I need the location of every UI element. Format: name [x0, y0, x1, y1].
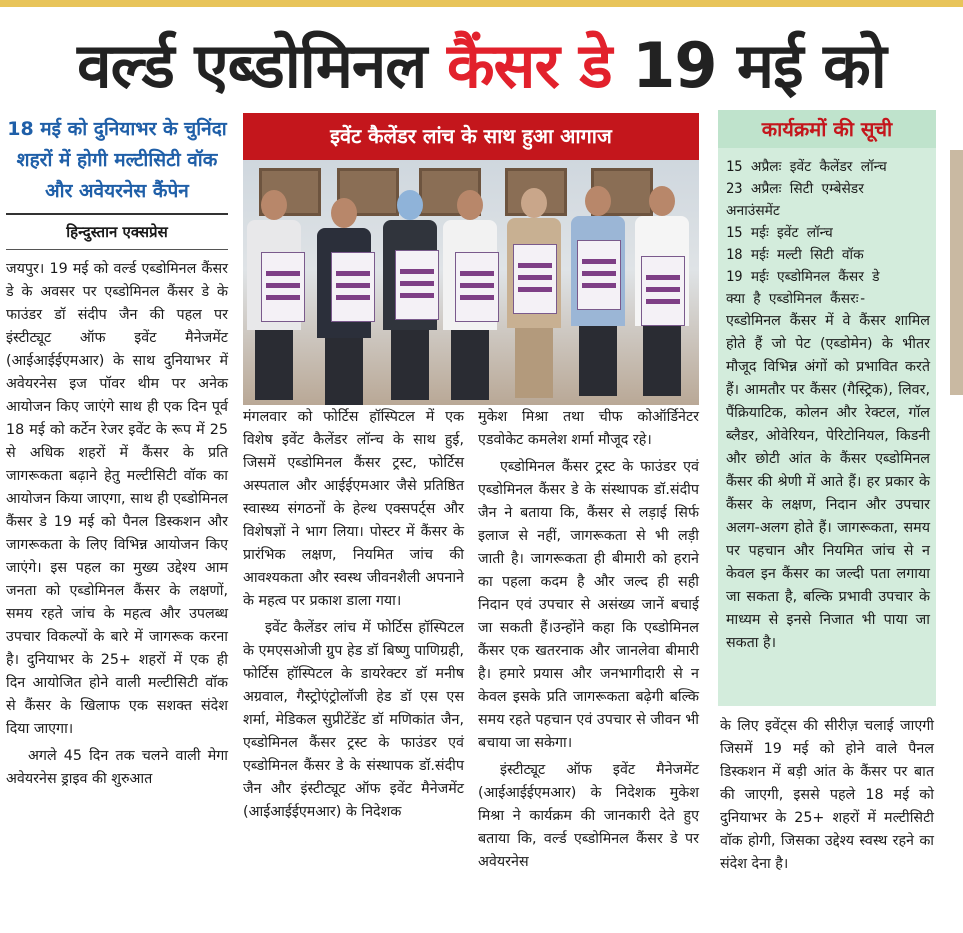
divider — [6, 213, 228, 215]
poster — [455, 252, 499, 322]
divider — [6, 249, 228, 250]
list-item: 15 अप्रैलः इवेंट कैलेंडर लॉन्च — [726, 159, 887, 175]
headline-part3: 19 मई को — [632, 29, 886, 102]
sidebox-title: कार्यक्रमों की सूची — [761, 117, 893, 141]
poster — [513, 244, 557, 314]
headline-part1: वर्ल्ड एब्डोमिनल — [77, 29, 427, 102]
next-headline-cut — [180, 918, 840, 933]
list-item: क्या है एब्डोमिनल कैंसरः- — [726, 291, 867, 307]
source-credit: हिन्दुस्तान एक्सप्रेस — [66, 223, 168, 241]
sidebox-header — [718, 110, 936, 148]
adjacent-article-photo — [950, 150, 963, 395]
column-1 — [6, 114, 228, 791]
article-paragraph: एब्डोमिनल कैंसर ट्रस्ट के फाउंडर एवं एब्डोमिनल कैंसर डे के संस्थापक डॉ.संदीप जैन ने बताया कि, कैंसर से लड़ाई सिर्फ इलाज से नहीं, जागरूकता से भी लड़ी जाती है। जागरूकता ही बीमारी को हराने का पहला कदम है और जल्द ही सही निदान एवं उपचार से असंख्य जानें बचाई जा सकती हैं।उन्होंने कहा कि एब्डोमिनल कैंसर एक खतरनाक और जानलेवा बीमारी है। हमारे प्रयास और जनभागीदारी से न केवल इसके प्रति जागरूकता बढ़ेगी बल्कि समय रहते पहचान एवं उपचार से जीवन भी बचाया जा सकेगा। — [478, 459, 699, 751]
article-paragraph: इवेंट कैलेंडर लांच में फोर्टिस हॉस्पिटल के एमएसओजी ग्रुप हेड डॉ बिष्णु पाणिग्रही, फोर्टिस हॉस्पिटल के डायरेक्टर डॉ मनीष अग्रवाल, गैस्ट्रोएंट्रोलॉजी हेड डॉ एस एस शर्मा, मेडिकल सुप्रीटेंडेंट डॉ मणिकांत जैन, एब्डोमिनल कैंसर ट्रस्ट के फाउंडर एवं एब्डोमिनल कैंसर डे के संस्थापक डॉ.संदीप जैन और इंस्टीट्यूट ऑफ इवेंट मैनेजमेंट (आईआईईएमआर) के निदेशक — [243, 620, 464, 820]
list-item: अनाउंसमेंट — [726, 203, 780, 219]
poster — [395, 250, 439, 320]
column-2 — [243, 406, 464, 824]
list-item: 23 अप्रैलः सिटी एम्बेसेडर — [726, 181, 864, 197]
poster — [641, 256, 685, 326]
kicker-headline: 18 मई को दुनियाभर के चुनिंदा शहरों में होगी मल्टीसिटी वॉक और अवेयरनेस कैंपेन — [7, 118, 227, 202]
list-item: 15 मईः इवेंट लॉन्च — [726, 225, 833, 241]
poster — [577, 240, 621, 310]
article-paragraph: जयपुर। 19 मई को वर्ल्ड एब्डोमिनल कैंसर डे के अवसर पर एब्डोमिनल कैंसर डे के फाउंडर डॉ संदीप जैन की पहल पर इंस्टीट्यूट ऑफ इवेंट मैनेजमेंट (आईआईईएमआर) के साथ दुनियाभर में अवेयरनेस इज पॉवर थीम पर अनेक आयोजन किए जाएंगे साथ ही एक दिन पूर्व 18 मई को कर्टेन रेजर इवेंट के रूप में 25 से अधिक शहरों में कैंसर के प्रति जागरूकता बढ़ाने हेतु मल्टीसिटी वॉक का आयोजन किया जाएगा, साथ ही एब्डोमिनल कैंसर डे 19 मई को पैनल डिस्कशन और जागरूकता के लिए विभिन्न आयोजन किए जाएंगे। इस पहल का मुख्य उद्देश्य आम जनता को एब्डोमिनल कैंसर के लक्षणों, समय रहते जांच के महत्व और उपलब्ध उपचार विकल्पों के बारे में जागरूक करना है। दुनियाभर के 25+ शहरों में एक ही दिन आयोजित होने वाली मल्टीसिटी वॉक से कैंसर के खिलाफ एक सशक्त संदेश दिया जाएगा। — [6, 261, 228, 737]
top-color-bar — [0, 0, 963, 7]
headline-part2: कैंसर डे — [446, 29, 612, 102]
column-4 — [718, 715, 936, 876]
list-item: 19 मईः एब्डोमिनल कैंसर डे — [726, 269, 880, 285]
article-paragraph: इंस्टीट्यूट ऑफ इवेंट मैनेजमेंट (आईआईईएमआर) के निदेशक मुकेश मिश्रा ने कार्यक्रम की जानकारी देते हुए बताया कि, वर्ल्ड एब्डोमिनल कैंसर डे पर अवेयरनेस — [478, 762, 699, 870]
article-paragraph: अगले 45 दिन तक चलने वाली मेगा अवेयरनेस ड्राइव की शुरुआत — [6, 748, 228, 787]
poster — [331, 252, 375, 322]
poster — [261, 252, 305, 322]
list-item: 18 मईः मल्टी सिटी वॉक — [726, 247, 864, 263]
headline — [0, 24, 963, 108]
article-paragraph: मुकेश मिश्रा तथा चीफ कोऑर्डिनेटर एडवोकेट कमलेश शर्मा मौजूद रहे। — [478, 409, 699, 448]
column-3 — [478, 406, 699, 874]
program-list — [718, 148, 936, 310]
article-paragraph: के लिए इवेंट्स की सीरीज़ चलाई जाएगी जिसमें 19 मई को होने वाले पैनल डिस्कशन में बड़ी आंत के कैंसर पर बात की जाएगी, इससे पहले 18 मई को दुनियाभर के 25+ शहरों में मल्टीसिटी वॉक होगी, जिसका उद्देश्य स्वस्थ रहने का संदेश देना है। — [720, 718, 934, 872]
group-photo — [243, 160, 699, 405]
photo-banner: इवेंट कैलेंडर लांच के साथ हुआ आगाज — [243, 113, 699, 160]
program-list-box — [718, 110, 936, 706]
sidebox-paragraph: एब्डोमिनल कैंसर में वे कैंसर शामिल होते हैं जो पेट (एब्डोमेन) के भीतर मौजूद विभिन्न अंगों को प्रभावित करते हैं। आमतौर पर कैंसर (गैस्ट्रिक), लिवर, पैंक्रियाटिक, कोलन और रेक्टल, गॉल ब्लैडर, ओवेरियन, पेरिटोनियल, किडनी और छोटी आंत के कैंसर एब्डोमिनल कैंसर की श्रेणी में आते हैं। हर प्रकार के कैंसर के लक्षण, निदान और उपचार अलग-अलग होते हैं। जागरूकता, समय पर पहचान और नियमित जांच से न केवल इन कैंसर का जल्दी पता लगाया जा सकता है, बल्कि प्रभावी उपचार के माध्यम से इनसे निजात भी पाया जा सकता है। — [726, 313, 930, 651]
article-paragraph: मंगलवार को फोर्टिस हॉस्पिटल में एक विशेष इवेंट कैलेंडर लॉन्च के साथ हुई, जिसमें एब्डोमिनल कैंसर ट्रस्ट, फोर्टिस अस्पताल और आईईएमआर जैसे प्रतिष्ठित स्वास्थ्य संगठनों के हेल्थ एक्सपर्ट्स और विशेषज्ञों ने भाग लिया। पोस्टर में कैंसर के प्रारंभिक लक्षण, नियमित जांच की आवश्यकता और स्वस्थ जीवनशैली अपनाने के महत्व पर प्रकाश डाला गया। — [243, 409, 464, 609]
